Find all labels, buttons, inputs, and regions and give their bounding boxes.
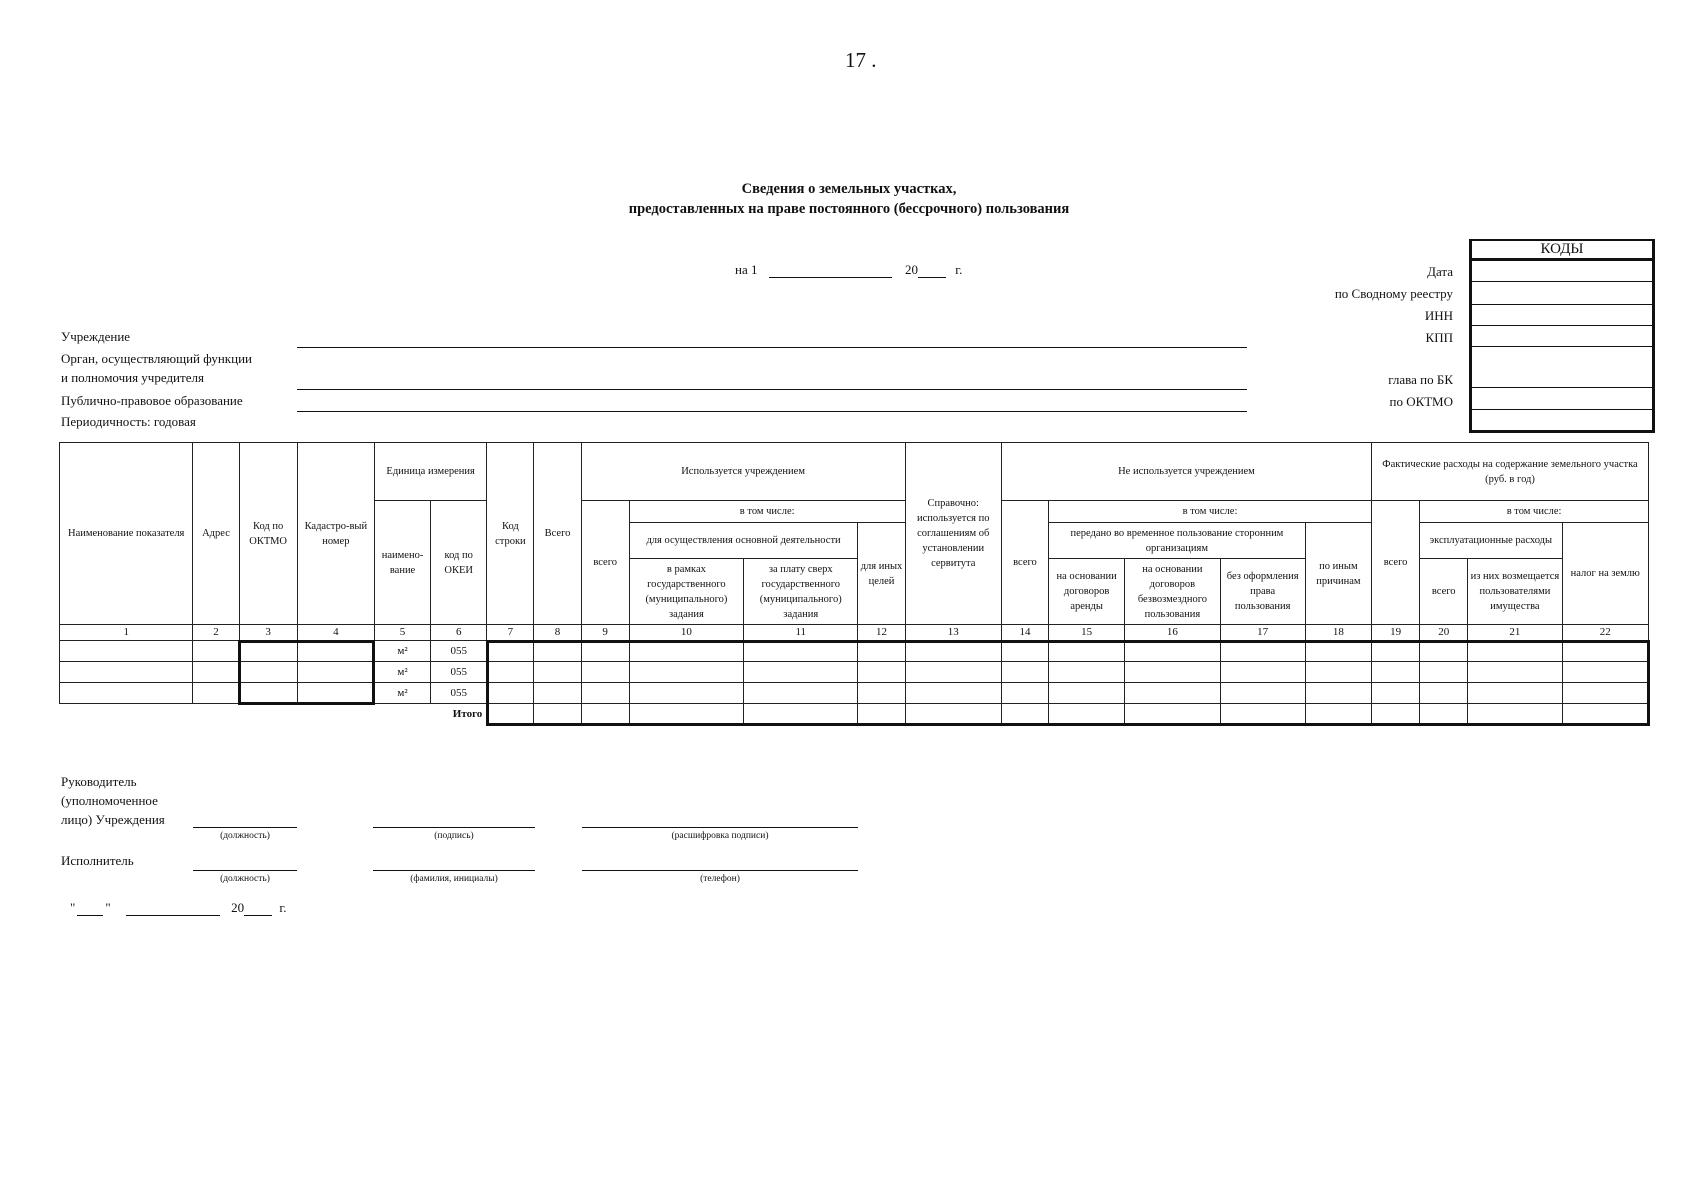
cell-input[interactable] — [1049, 641, 1125, 662]
th-notused-including: в том числе: — [1049, 501, 1372, 523]
date-prefix: на 1 — [735, 262, 758, 277]
codes-box — [1469, 239, 1655, 433]
col-number: 4 — [297, 625, 374, 641]
cell-input[interactable] — [487, 641, 534, 662]
codes-header: КОДЫ — [1472, 241, 1652, 261]
col-number: 21 — [1468, 625, 1562, 641]
date-quote-close: " — [105, 900, 111, 915]
th-unit-name: наимено-вание — [374, 501, 430, 625]
cell-input[interactable] — [297, 662, 374, 683]
total-cell[interactable] — [1001, 704, 1048, 725]
cell-input[interactable] — [1468, 641, 1562, 662]
total-cell[interactable] — [1420, 704, 1468, 725]
cell-input[interactable] — [858, 641, 905, 662]
empty-cell — [297, 704, 374, 725]
code-cell-empty[interactable] — [1472, 410, 1652, 430]
col-number: 12 — [858, 625, 905, 641]
signature-date — [70, 900, 287, 916]
total-row — [60, 704, 1649, 725]
date-day-month-field[interactable] — [769, 263, 892, 278]
code-cell-oktmo[interactable] — [1472, 388, 1652, 410]
col-number: 13 — [905, 625, 1001, 641]
okei-code-cell: 055 — [431, 662, 487, 683]
th-line-code: Код строки — [487, 443, 534, 625]
th-total: Всего — [534, 443, 581, 625]
total-cell[interactable] — [1125, 704, 1220, 725]
form-title-line2: предоставленных на праве постоянного (бессрочного) пользования — [628, 201, 1070, 217]
col-number: 14 — [1001, 625, 1048, 641]
th-address: Адрес — [193, 443, 239, 625]
col-number: 8 — [534, 625, 581, 641]
th-oktmo-code: Код по ОКТМО — [239, 443, 297, 625]
caption-decoding: (расшифровка подписи) — [671, 831, 769, 841]
th-transferred: передано во временное пользование сторонним организациям — [1049, 523, 1306, 559]
code-cell-date[interactable] — [1472, 261, 1652, 282]
total-cell[interactable] — [1049, 704, 1125, 725]
cell-input[interactable] — [629, 662, 743, 683]
th-unit: Единица измерения — [374, 443, 486, 501]
cell-input[interactable] — [858, 683, 905, 704]
unit-name-cell: м² — [374, 662, 430, 683]
cell-input[interactable] — [1372, 641, 1420, 662]
col-number: 18 — [1305, 625, 1371, 641]
code-cell-bk[interactable] — [1472, 347, 1652, 388]
cell-input[interactable] — [905, 683, 1001, 704]
cell-input[interactable] — [1049, 683, 1125, 704]
cell-input[interactable] — [239, 662, 297, 683]
cell-input[interactable] — [193, 683, 239, 704]
executor-phone-line[interactable] — [582, 870, 858, 871]
cell-input[interactable] — [1305, 683, 1371, 704]
empty-cell — [60, 704, 193, 725]
total-cell[interactable] — [1305, 704, 1371, 725]
head-label-3: лицо) Учреждения — [61, 812, 165, 827]
caption-phone: (телефон) — [700, 874, 740, 884]
th-notused-total: всего — [1001, 501, 1048, 625]
cell-input[interactable] — [1372, 662, 1420, 683]
unit-name-cell: м² — [374, 641, 430, 662]
total-cell[interactable] — [1468, 704, 1562, 725]
cell-input[interactable] — [297, 683, 374, 704]
col-number: 20 — [1420, 625, 1468, 641]
table-row — [60, 641, 1649, 662]
sign-year-prefix: 20 — [231, 900, 245, 915]
col-number: 6 — [431, 625, 487, 641]
date-quote-open: " — [70, 900, 76, 915]
col-number: 10 — [629, 625, 743, 641]
total-cell[interactable] — [744, 704, 858, 725]
cell-input[interactable] — [534, 641, 581, 662]
code-label-kpp: КПП — [1425, 330, 1453, 345]
cell-input[interactable] — [1001, 683, 1048, 704]
th-lease: на основании договоров аренды — [1049, 559, 1125, 625]
field-line-institution[interactable] — [297, 347, 1247, 348]
page-number: 17 . — [845, 48, 877, 72]
th-expenses-total: всего — [1372, 501, 1420, 625]
cell-input[interactable] — [60, 683, 193, 704]
cell-input[interactable] — [1562, 641, 1648, 662]
col-number: 5 — [374, 625, 430, 641]
col-number: 11 — [744, 625, 858, 641]
sign-date-suffix: г. — [279, 900, 287, 915]
executor-name-line[interactable] — [373, 870, 535, 871]
cell-input[interactable] — [1420, 683, 1468, 704]
unit-name-cell: м² — [374, 683, 430, 704]
col-number: 7 — [487, 625, 534, 641]
cell-input[interactable] — [629, 641, 743, 662]
total-cell[interactable] — [1562, 704, 1648, 725]
cell-input[interactable] — [534, 683, 581, 704]
code-cell-inn[interactable] — [1472, 305, 1652, 326]
total-cell[interactable] — [1220, 704, 1305, 725]
th-free-use: на основании договоров безвозмездного пользования — [1125, 559, 1220, 625]
cell-input[interactable] — [1220, 662, 1305, 683]
field-label-institution: Учреждение — [61, 329, 131, 344]
cell-input[interactable] — [487, 662, 534, 683]
field-label-organ-1: Орган, осуществляющий функции — [61, 351, 252, 366]
th-operating-total: всего — [1420, 559, 1468, 625]
col-number: 9 — [581, 625, 629, 641]
caption-position-2: (должность) — [220, 874, 270, 884]
cell-input[interactable] — [744, 662, 858, 683]
head-signature-line[interactable] — [373, 827, 535, 828]
th-state-assignment: в рамках государственного (муниципального) задания — [629, 559, 743, 625]
cell-input[interactable] — [629, 683, 743, 704]
cell-input[interactable] — [1220, 641, 1305, 662]
code-label-bk: глава по БК — [1388, 372, 1453, 387]
column-numbers-row — [60, 625, 1649, 641]
field-label-organ-2: и полномочия учредителя — [61, 370, 204, 385]
col-number: 16 — [1125, 625, 1220, 641]
code-label-registry: по Сводному реестру — [1334, 286, 1453, 301]
cell-input[interactable] — [1468, 662, 1562, 683]
cell-input[interactable] — [193, 662, 239, 683]
form-title-line1: Сведения о земельных участках, — [741, 181, 957, 197]
th-actual-expenses: Фактические расходы на содержание земельного участка (руб. в год) — [1372, 443, 1649, 501]
field-label-periodicity: Периодичность: годовая — [61, 414, 196, 429]
sign-month-field[interactable] — [126, 901, 220, 916]
cell-input[interactable] — [1420, 662, 1468, 683]
th-used-total: всего — [581, 501, 629, 625]
total-label: Итого — [452, 707, 483, 720]
head-label-1: Руководитель — [61, 774, 137, 789]
col-number: 15 — [1049, 625, 1125, 641]
cell-input[interactable] — [581, 683, 629, 704]
cell-input[interactable] — [581, 641, 629, 662]
caption-position: (должность) — [220, 831, 270, 841]
sign-year-field[interactable] — [244, 901, 272, 916]
cell-input[interactable] — [193, 641, 239, 662]
cell-input[interactable] — [1305, 641, 1371, 662]
land-plots-table — [59, 442, 1649, 725]
total-cell[interactable] — [1372, 704, 1420, 725]
th-main-activity: для осуществления основной деятельности — [629, 523, 858, 559]
th-operating-expenses: эксплуатационные расходы — [1420, 523, 1562, 559]
total-cell[interactable] — [487, 704, 534, 725]
total-cell[interactable] — [581, 704, 629, 725]
th-no-right: без оформления права пользования — [1220, 559, 1305, 625]
th-not-used: Не используется учреждением — [1001, 443, 1371, 501]
cell-input[interactable] — [581, 662, 629, 683]
empty-cell — [374, 704, 430, 725]
head-label-2: (уполномоченное — [61, 793, 158, 808]
empty-cell — [193, 704, 239, 725]
okei-code-cell: 055 — [431, 641, 487, 662]
table-row — [60, 683, 1649, 704]
cell-input[interactable] — [60, 662, 193, 683]
cell-input[interactable] — [905, 641, 1001, 662]
code-cell-registry[interactable] — [1472, 282, 1652, 305]
cell-input[interactable] — [1001, 662, 1048, 683]
cell-input[interactable] — [1001, 641, 1048, 662]
code-cell-kpp[interactable] — [1472, 326, 1652, 347]
th-paid-over-assignment: за плату сверх государственного (муниципального) задания — [744, 559, 858, 625]
cell-input[interactable] — [487, 683, 534, 704]
date-suffix: г. — [955, 262, 963, 277]
code-label-date: Дата — [1427, 264, 1453, 279]
date-year-field[interactable] — [918, 263, 946, 278]
th-other-purposes: для иных целей — [858, 523, 905, 625]
total-cell[interactable] — [629, 704, 743, 725]
th-unit-okei: код по ОКЕИ — [431, 501, 487, 625]
cell-input[interactable] — [1562, 683, 1648, 704]
th-land-tax: налог на землю — [1562, 523, 1648, 625]
cell-input[interactable] — [1305, 662, 1371, 683]
field-label-public-entity: Публично-правовое образование — [61, 393, 243, 408]
th-expenses-including: в том числе: — [1420, 501, 1649, 523]
col-number: 1 — [60, 625, 193, 641]
cell-input[interactable] — [1125, 641, 1220, 662]
code-label-oktmo: по ОКТМО — [1389, 394, 1453, 409]
executor-position-line[interactable] — [193, 870, 297, 871]
cell-input[interactable] — [239, 641, 297, 662]
cell-input[interactable] — [1468, 683, 1562, 704]
cell-input[interactable] — [858, 662, 905, 683]
head-decoding-line[interactable] — [582, 827, 858, 828]
th-cadastral-number: Кадастро-вый номер — [297, 443, 374, 625]
cell-input[interactable] — [744, 641, 858, 662]
col-number: 17 — [1220, 625, 1305, 641]
col-number: 22 — [1562, 625, 1648, 641]
cell-input[interactable] — [1125, 683, 1220, 704]
cell-input[interactable] — [1420, 641, 1468, 662]
field-line-public-entity[interactable] — [297, 411, 1247, 412]
caption-name: (фамилия, инициалы) — [410, 874, 498, 884]
sign-day-field[interactable] — [77, 901, 103, 916]
th-used-including: в том числе: — [629, 501, 905, 523]
col-number: 19 — [1372, 625, 1420, 641]
cell-input[interactable] — [239, 683, 297, 704]
okei-code-cell: 055 — [431, 683, 487, 704]
th-servitude: Справочно: используется по соглашениям об установлении сервитута — [905, 443, 1001, 625]
col-number: 3 — [239, 625, 297, 641]
cell-input[interactable] — [744, 683, 858, 704]
th-other-reasons: по иным причинам — [1305, 523, 1371, 625]
cell-input[interactable] — [1562, 662, 1648, 683]
th-reimbursed: из них возмещается пользователями имущества — [1468, 559, 1562, 625]
th-used-by-institution: Используется учреждением — [581, 443, 905, 501]
cell-input[interactable] — [297, 641, 374, 662]
cell-input[interactable] — [1125, 662, 1220, 683]
col-number: 2 — [193, 625, 239, 641]
total-cell[interactable] — [905, 704, 1001, 725]
head-position-line[interactable] — [193, 827, 297, 828]
cell-input[interactable] — [1049, 662, 1125, 683]
table-row — [60, 662, 1649, 683]
report-date-line — [735, 262, 962, 278]
cell-input[interactable] — [1372, 683, 1420, 704]
date-year-prefix: 20 — [904, 262, 918, 277]
cell-input[interactable] — [534, 662, 581, 683]
cell-input[interactable] — [905, 662, 1001, 683]
empty-cell — [239, 704, 297, 725]
cell-input[interactable] — [1220, 683, 1305, 704]
cell-input[interactable] — [60, 641, 193, 662]
executor-label: Исполнитель — [61, 853, 134, 868]
th-indicator-name: Наименование показателя — [60, 443, 193, 625]
code-label-inn: ИНН — [1424, 308, 1453, 323]
caption-signature: (подпись) — [434, 831, 474, 841]
field-line-organ[interactable] — [297, 389, 1247, 390]
total-cell[interactable] — [534, 704, 581, 725]
total-cell[interactable] — [858, 704, 905, 725]
